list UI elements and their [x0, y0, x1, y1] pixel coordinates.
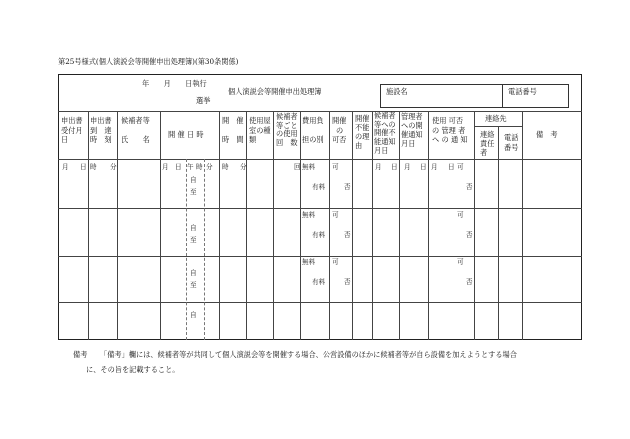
r1-from: 自	[190, 176, 197, 184]
r3-manager-ok: 可	[457, 258, 464, 266]
col-remarks: 備 考	[536, 130, 558, 139]
col-manager-notice-date: 管理者 への開 催通知 月日	[401, 112, 423, 148]
r1-manager-ok: 可	[457, 163, 464, 171]
r1-event-month: 月	[162, 163, 169, 171]
r3-from: 自	[190, 269, 197, 277]
col-candidate-name: 候補者等 氏 名	[121, 116, 150, 145]
col-line	[273, 111, 274, 340]
col-line	[160, 111, 161, 340]
r3-to: 至	[190, 281, 197, 289]
col-line	[399, 111, 400, 340]
col-cost-burden: 費用負 担の別	[302, 116, 324, 145]
date-line: 年 月 日執行	[142, 79, 207, 88]
header-bottom-line	[58, 159, 582, 160]
r1-notice3-month: 月	[431, 163, 438, 171]
col-line	[498, 126, 499, 340]
dashed-line	[186, 159, 187, 340]
r2-manager-ok: 可	[457, 211, 464, 219]
col-usage-count: 候補者 等ごと の使用 回 数	[276, 112, 298, 147]
form-title: 第25号様式(個人演説会等開催申出処理簿)(第30条関係)	[58, 57, 239, 66]
col-contact-phone: 電話 番号	[504, 133, 519, 153]
col-line	[88, 111, 89, 340]
r1-notice2-month: 月	[404, 163, 411, 171]
r1-to: 至	[190, 188, 197, 196]
r1-hour: 時	[90, 163, 97, 171]
phone-label: 電話番号	[508, 87, 537, 96]
col-candidate-notice-date: 候補者 等への 開催不 能通知 月日	[374, 111, 396, 155]
col-line	[219, 111, 220, 340]
col-arrival-time: 申出書 到 達 時 刻	[90, 116, 112, 145]
r1-free: 無料	[302, 163, 316, 171]
col-line	[329, 111, 330, 340]
r3-free: 無料	[302, 258, 316, 266]
table-top-line	[58, 111, 582, 112]
col-line	[474, 111, 475, 340]
r1-am: 午	[187, 163, 194, 171]
note-line2: に、その旨を記載すること。	[86, 365, 180, 374]
r1-month: 月	[62, 163, 69, 171]
row1-bottom-line	[58, 208, 582, 209]
r1-time-hour: 時	[196, 163, 203, 171]
r1-duration-hour: 時	[222, 163, 229, 171]
note-line1: 「備考」欄には、候補者等が共同して個人演説会等を開催する場合、公営設備のほかに候補者等が自ら設備を加えようとする場合	[100, 350, 517, 359]
dashed-line	[204, 159, 205, 340]
r1-count: 回	[294, 163, 301, 171]
col-line	[428, 111, 429, 340]
col-cannot-hold-reason: 開催 不能 の理 由	[355, 114, 370, 150]
r1-duration-minute: 分	[240, 163, 247, 171]
r2-ok: 可	[332, 211, 339, 219]
r1-notice1-month: 月	[375, 163, 382, 171]
note-label: 備考	[73, 350, 88, 359]
r2-no: 否	[344, 231, 351, 239]
r2-from: 自	[190, 224, 197, 232]
facility-label: 施設名	[386, 87, 408, 96]
r2-free: 無料	[302, 211, 316, 219]
col-room-type: 使用屋 室の種 類	[249, 116, 271, 145]
r3-paid: 有料	[312, 278, 326, 286]
col-line	[372, 111, 373, 340]
r2-to: 至	[190, 236, 197, 244]
r1-no: 否	[344, 183, 351, 191]
r1-time-minute: 分	[206, 163, 213, 171]
r1-notice2-day: 日	[420, 163, 427, 171]
r1-manager-no: 否	[466, 183, 473, 191]
col-manager-approval-notice: 使用 可否 の 管理 者 へ の 通 知	[432, 116, 468, 145]
r2-paid: 有料	[312, 231, 326, 239]
election-label: 選挙	[196, 96, 211, 105]
r4-from: 自	[190, 311, 197, 319]
r1-paid: 有料	[312, 183, 326, 191]
r1-minute: 分	[110, 163, 117, 171]
r1-day: 日	[80, 163, 87, 171]
col-line	[522, 111, 523, 340]
r1-notice1-day: 日	[391, 163, 398, 171]
col-line	[117, 111, 118, 340]
row3-bottom-line	[58, 302, 582, 303]
col-line	[352, 111, 353, 340]
col-line	[300, 111, 301, 340]
r3-manager-no: 否	[466, 278, 473, 286]
r2-manager-no: 否	[466, 231, 473, 239]
col-event-approval: 開催 の 可否	[332, 116, 347, 145]
r1-ok: 可	[332, 163, 339, 171]
col-contact: 連絡先	[485, 114, 507, 123]
doc-title: 個人演説会等開催申出処理簿	[228, 87, 322, 96]
r3-ok: 可	[332, 258, 339, 266]
r1-notice3-day: 日	[448, 163, 455, 171]
r3-no: 否	[344, 278, 351, 286]
col-received-date: 申出書 受付月 日	[61, 116, 83, 145]
col-event-datetime: 開 催 日 時	[168, 130, 204, 139]
r1-event-day: 日	[175, 163, 182, 171]
col-contact-person: 連絡 責任 者	[480, 130, 495, 157]
col-event-duration: 開 催 時 間	[222, 116, 244, 145]
row2-bottom-line	[58, 256, 582, 257]
col-line	[246, 111, 247, 340]
